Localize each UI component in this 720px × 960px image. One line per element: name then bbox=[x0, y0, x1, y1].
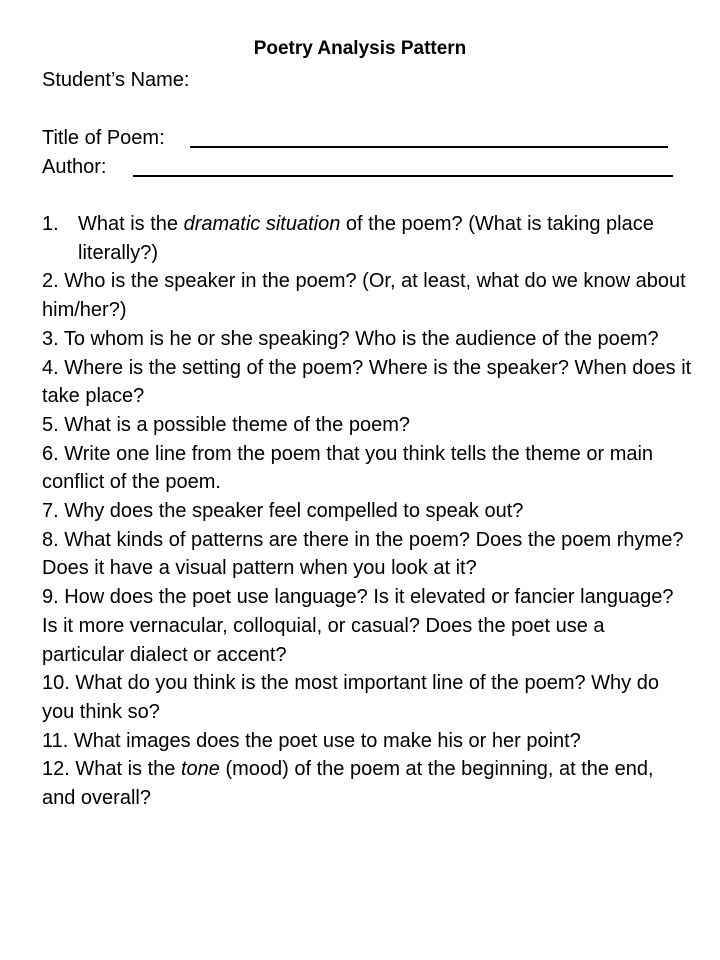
poem-title-blank-line[interactable] bbox=[190, 146, 668, 148]
question-text: of the poem? (What is taking place literally?) bbox=[78, 213, 654, 264]
page-title: Poetry Analysis Pattern bbox=[253, 38, 467, 59]
question-1 bbox=[42, 210, 692, 267]
question-text: 12. What is the bbox=[42, 758, 181, 781]
question-list bbox=[42, 210, 692, 813]
student-name-label: Student’s Name: bbox=[42, 69, 190, 91]
author-blank-line[interactable] bbox=[133, 175, 673, 177]
question-6: 6. Write one line from the poem that you think tells the theme or main conflict of the poem. bbox=[42, 442, 654, 494]
question-11: 11. What images does the poet use to make his or her point? bbox=[42, 729, 581, 752]
question-2: 2. Who is the speaker in the poem? (Or, at least, what do we know about him/her?) bbox=[42, 270, 686, 322]
question-emphasis: dramatic situation bbox=[183, 213, 341, 235]
question-number: 1. bbox=[42, 213, 59, 235]
question-text: (mood) of the poem at the beginning, at the end, and overall? bbox=[42, 758, 654, 810]
question-10: 10. What do you think is the most important line of the poem? Why do you think so? bbox=[42, 672, 659, 723]
question-text: What is the bbox=[78, 213, 184, 235]
question-4: 4. Where is the setting of the poem? Where is the speaker? When does it take place? bbox=[42, 356, 692, 408]
question-5: 5. What is a possible theme of the poem? bbox=[42, 413, 410, 436]
question-8: 8. What kinds of patterns are there in the poem? Does the poem rhyme? Does it have a visual pattern when you look at it? bbox=[42, 528, 684, 580]
poem-title-label: Title of Poem: bbox=[42, 127, 165, 149]
question-9: 9. How does the poet use language? Is it elevated or fancier language? Is it more vernacular, colloquial, or casual? Does the poet use a particular dialect or accent? bbox=[42, 586, 674, 666]
question-12 bbox=[42, 755, 692, 812]
author-label: Author: bbox=[42, 156, 107, 178]
question-3: 3. To whom is he or she speaking? Who is the audience of the poem? bbox=[42, 327, 659, 350]
question-7: 7. Why does the speaker feel compelled to speak out? bbox=[42, 500, 524, 523]
question-emphasis: tone bbox=[180, 758, 220, 781]
